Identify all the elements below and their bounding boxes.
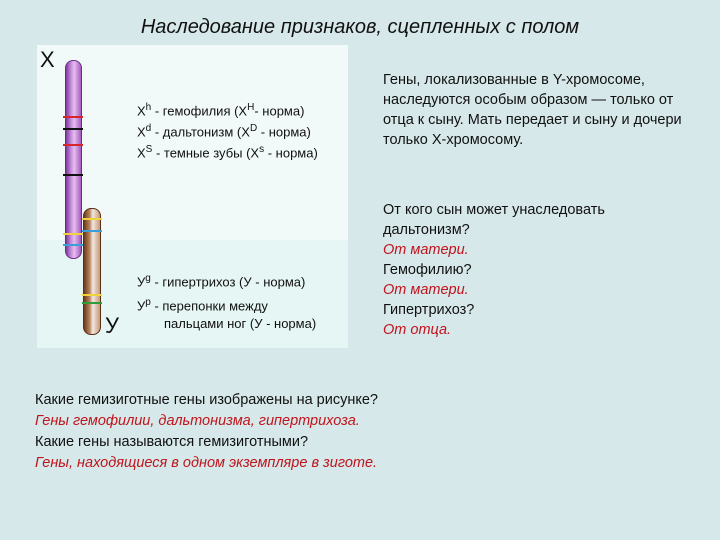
answer-colorblindness: От матери. <box>383 242 469 258</box>
x-band-hemophilia-edge <box>63 128 83 130</box>
answer-hemophilia: От матери. <box>383 282 469 298</box>
question-colorblindness: От кого сын может унаследовать дальтонизм? <box>383 202 605 238</box>
y-band-webbing <box>82 302 102 304</box>
gene-label-webbing: $У^p$ - перепонки между <box>137 297 268 314</box>
answer-hemizygous-definition: Гены, находящиеся в одном экземпляре в зиготе. <box>35 455 378 471</box>
y-band-hypertrichosis <box>82 294 102 296</box>
x-band-teeth <box>63 174 83 176</box>
x-chromosome <box>65 60 82 259</box>
x-band-hemophilia <box>63 116 83 118</box>
qa-block-right <box>383 200 693 340</box>
gene-label-colorblindness: $Х^d$ - дальтонизм ($Х^D$ - норма) <box>137 123 311 140</box>
y-inheritance-note <box>383 70 693 150</box>
x-band-yellow <box>63 233 83 235</box>
question-hemizygous-definition: Какие гены называются гемизиготными? <box>35 434 309 450</box>
answer-hypertrichosis: От отца. <box>383 322 452 338</box>
x-chromosome-label: Х <box>40 47 55 72</box>
y-chromosome <box>83 208 101 335</box>
y-band-yellow <box>82 218 102 220</box>
gene-label-hypertrichosis: $У^g$ - гипертрихоз (У - норма) <box>137 273 306 290</box>
question-hemizygous-genes: Какие гемизиготные гены изображены на рисунке? <box>35 392 378 408</box>
gene-label-webbing-continued: пальцами ног (У - норма) <box>164 316 317 331</box>
intro-text: Гены, локализованные в Y-хромосоме, наследуются особым образом — только от отца к сыну. Мать передает и сыну и дочери только Х-хромосому. <box>383 72 682 148</box>
chromosome-figure <box>37 45 348 348</box>
question-hemophilia: Гемофилию? <box>383 262 472 278</box>
question-hypertrichosis: Гипертрихоз? <box>383 302 475 318</box>
x-band-blue <box>63 244 83 246</box>
x-band-colorblind <box>63 144 83 146</box>
answer-hemizygous-genes: Гены гемофилии, дальтонизма, гипертрихоза. <box>35 413 360 429</box>
qa-block-bottom <box>35 390 695 474</box>
slide-title: Наследование признаков, сцепленных с полом <box>140 16 580 38</box>
y-band-blue <box>82 230 102 232</box>
y-chromosome-label: У <box>105 313 119 338</box>
gene-label-dark-teeth: $Х^S$ - темные зубы ($Х^s$ - норма) <box>137 144 318 161</box>
gene-label-hemophilia: $Х^h$ - гемофилия ($Х^Н-$ норма) <box>137 102 305 119</box>
